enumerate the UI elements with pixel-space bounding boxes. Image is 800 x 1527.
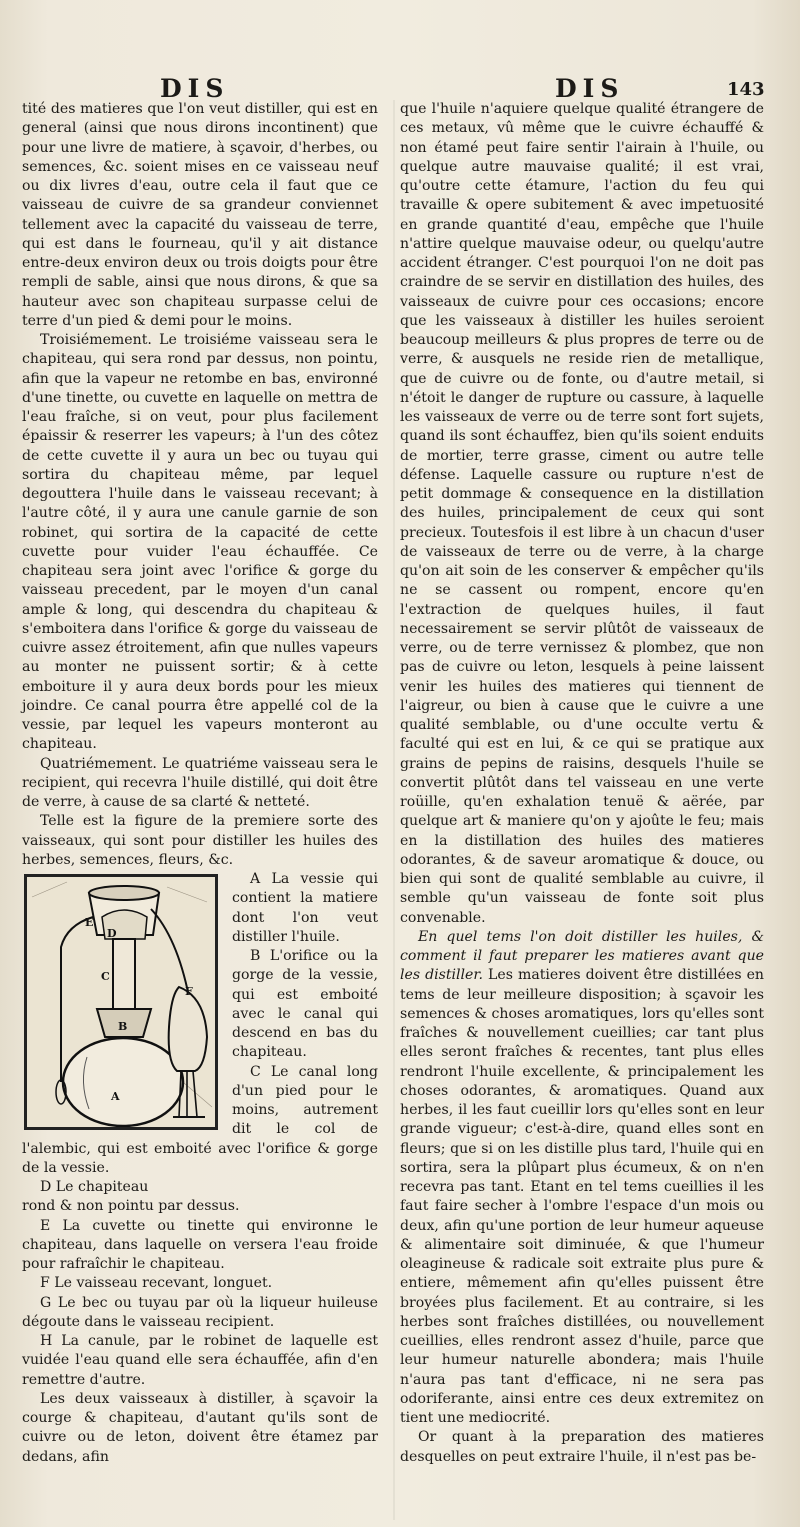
caption-d: D Le chapiteau: [40, 1179, 149, 1195]
paragraph: Les deux vaisseaux à distiller, à sçavoir la courge & chapiteau, d'autant qu'ils sont de cuivre ou de leton, doivent être étamez par dedans, afin: [22, 1390, 378, 1465]
running-head-left: DIS: [160, 74, 230, 103]
caption-b: B L'orifice ou la gorge de la vessie, qui est emboité avec le canal qui descend en bas du chapiteau.: [232, 948, 378, 1061]
paragraph: tité des matieres que l'on veut distiller, qui est en general (ainsi que nous dirons incontinent) que pour une livre de matiere, à sçavoir, d'herbes, ou semences, &c. soient mises en ce vaisseau neuf ou dix livres d'eau, outre cela il faut que ce vaisseau de cuivre de sa grandeur conviennet tellement avec la capacité du vaisseau de terre, qui est dans le fourneau, qu'il y ait distance entre-deux environ deux ou trois doigts pour être rempli de sable, ainsi que nous dirons, & que sa hauteur avec son chapiteau surpasse celui de terre d'un pied & demi pour le moins.: [22, 101, 378, 329]
section-text: Les matieres doivent être distillées en tems de leur meilleure disposition; à sçavoir les semences & choses aromatiques, lors qu'elles sont fraîches & nouvellement cueillies; car tant plus elles seront fraîches & recentes, tant plus elles rendront l'huile excellente, & principalement les choses odorantes, & aromatiques. Quand aux herbes, il les faut cueillir lors qu'elles sont en leur grande vigueur; c'est-à-dire, quand elles sont en fleurs; que si on les distille plus tard, l'huile qui en sortira, sera la plûpart plus écumeux, & on n'en recevra pas tant. Etant en tel tems cueillies il les faut faire secher à l'ombre l'espace d'un mois ou deux, afin qu'une portion de leur humeur aqueuse & alimentaire soit diminuée, & que l'humeur oleagineuse & radicale soit extraite plus pure & entiere, mêmement afin qu'elles puissent être broyées plus facilement. Et au contraire, si les herbes sont fraîches distillées, ou nouvellement cueillies, elles rendront assez d'huile, parce que leur humeur naturelle abondera; mais l'huile n'aura pas tant d'efficace, ni ne sera pas odoriferante, ainsi entre ces deux extremitez on tient une mediocrité.: [400, 967, 764, 1426]
caption-f: F Le vaisseau recevant, longuet.: [40, 1275, 273, 1292]
figure-label-f: F: [185, 985, 193, 998]
paragraph: Telle est la figure de la premiere sorte des vaisseaux, qui sont pour distiller les huiles des herbes, semences, fleurs, &c.: [22, 813, 378, 868]
figure-block: [22, 870, 378, 1197]
paragraph: Troisiémement. Le troisiéme vaisseau sera le chapiteau, qui sera rond par dessus, non pointu, afin que la vapeur ne retombe en bas, environné d'une tinette, ou cuvette en laquelle on mettra de l'eau fraîche, si on veut, pour plus facilement épaissir & reserrer les vapeurs; à l'un des côtez de cette cuvette il y aura un bec ou tuyau qui sortira du chapiteau même, par lequel degouttera l'huile dans le vaisseau recevant; à l'autre côté, il y aura une canule garnie de son robinet, qui sortira de la capacité de cette cuvette pour vuider l'eau échauffée. Ce chapiteau sera joint avec l'orifice & gorge du vaisseau precedent, par le moyen d'un canal ample & long, qui descendra du chapiteau & s'emboitera dans l'orifice & gorge du vaisseau de cuivre assez étroitement, afin que nulles vapeurs au monter ne puissent sortir; & à cette emboiture il y aura deux bords pour les mieux joindre. Ce canal pourra être appellé col de la vessie, par lequel les vapeurs monteront au chapiteau.: [22, 332, 378, 753]
figure-label-a: A: [111, 1090, 120, 1103]
caption-d-cont: rond & non pointu par dessus.: [22, 1198, 240, 1215]
alembic-drawing: [27, 877, 215, 1127]
column-gutter: [393, 100, 395, 1520]
running-head-right: DIS: [555, 74, 625, 103]
paragraph: Quatriémement. Le quatriéme vaisseau sera le recipient, qui recevra l'huile distillé, qui doit être de verre, à cause de sa clarté & netteté.: [22, 755, 378, 810]
caption-e: E La cuvette ou tinette qui environne le chapiteau, dans laquelle on versera l'eau froide pour rafraîchir le chapiteau.: [22, 1217, 378, 1272]
caption-c: C Le canal long d'un pied pour le moins, autrement dit le col de l'alembic, qui est emboité avec l'orifice & gorge de la vessie.: [22, 1063, 378, 1176]
alembic-illustration: [24, 874, 218, 1130]
caption-a: A La vessie qui contient la matiere dont l'on veut distiller l'huile.: [232, 871, 378, 945]
caption-g: G Le bec ou tuyau par où la liqueur huileuse dégoute dans le vaisseau recipient.: [22, 1294, 378, 1330]
figure-label-c: C: [101, 970, 110, 983]
right-column: [400, 100, 764, 1467]
figure-label-d: D: [107, 927, 117, 940]
left-column: [22, 100, 378, 1467]
paragraph: Or quant à la preparation des matieres desquelles on peut extraire l'huile, il n'est pas be-: [400, 1429, 764, 1465]
page-number: 143: [727, 79, 765, 100]
paragraph: que l'huile n'aquiere quelque qualité étrangere de ces metaux, vû même que le cuivre échauffé & non étamé peut faire sentir l'airain à l'huile, ou quelque autre mauvaise qualité; il est vrai, qu'outre cette étamure, l'action du feu qui travaille & opere subitement & avec impetuosité en grande quantité d'eau, empêche que l'huile n'attire quelque mauvaise odeur, ou quelqu'autre accident étranger. C'est pourquoi l'on ne doit pas craindre de se servir en distillation des huiles, des vaisseaux de cuivre pour ces occasions; encore que les vaisseaux à distiller les huiles seroient beaucoup meilleurs & plus propres de terre ou de verre, & ausquels ne reside rien de metallique, que de cuivre ou de fonte, ou d'autre metail, si n'étoit le danger de rupture ou cassure, à laquelle les vaisseaux de verre ou de terre sont fort sujets, quand ils sont échauffez, bien qu'ils soient enduits de mortier, terre grasse, ciment ou autre telle défense. Laquelle cassure ou rupture n'est de petit dommage & consequence en la distillation des huiles, principalement de ceux qui sont precieux. Toutesfois il est libre à un chacun d'user de vaisseaux de terre ou de verre, à la charge qu'on ait soin de les conserver & empêcher qu'ils ne se cassent ou rompent, encore qu'en l'extraction de quelques huiles, il faut necessairement se servir plûtôt de vaisseaux de verre, ou de terre vernissez & plombez, que non pas de cuivre ou leton, lesquels à peine laissent venir les huiles des matieres qui tiennent de l'aigreur, ou bien à cause que le cuivre a une qualité semblable, ou d'une occulte vertu & faculté qui est en lui, & ce qui se pratique aux grains de pepins de raisins, desquels l'huile se convertit plûtôt dans tel vaisseau en une verte roüille, qu'en exhalation tenuë & aërée, par quelque art & maniere qu'on y ajoûte le feu; mais en la distillation des huiles des matieres odorantes, & de saveur aromatique & douce, ou bien qui sont de qualité semblable au cuivre, il semble qu'un vaisseau de fonte soit plus convenable.: [400, 101, 764, 926]
figure-label-b: B: [118, 1020, 128, 1033]
figure-label-e: E: [85, 916, 94, 929]
caption-h: H La canule, par le robinet de laquelle est vuidée l'eau quand elle sera échauffée, afin d'en remettre d'autre.: [22, 1333, 378, 1388]
section-paragraph: [400, 928, 764, 1429]
section-heading: En quel tems l'on doit distiller les huiles, & comment il faut preparer les matieres avant que les distiller.: [400, 928, 764, 984]
